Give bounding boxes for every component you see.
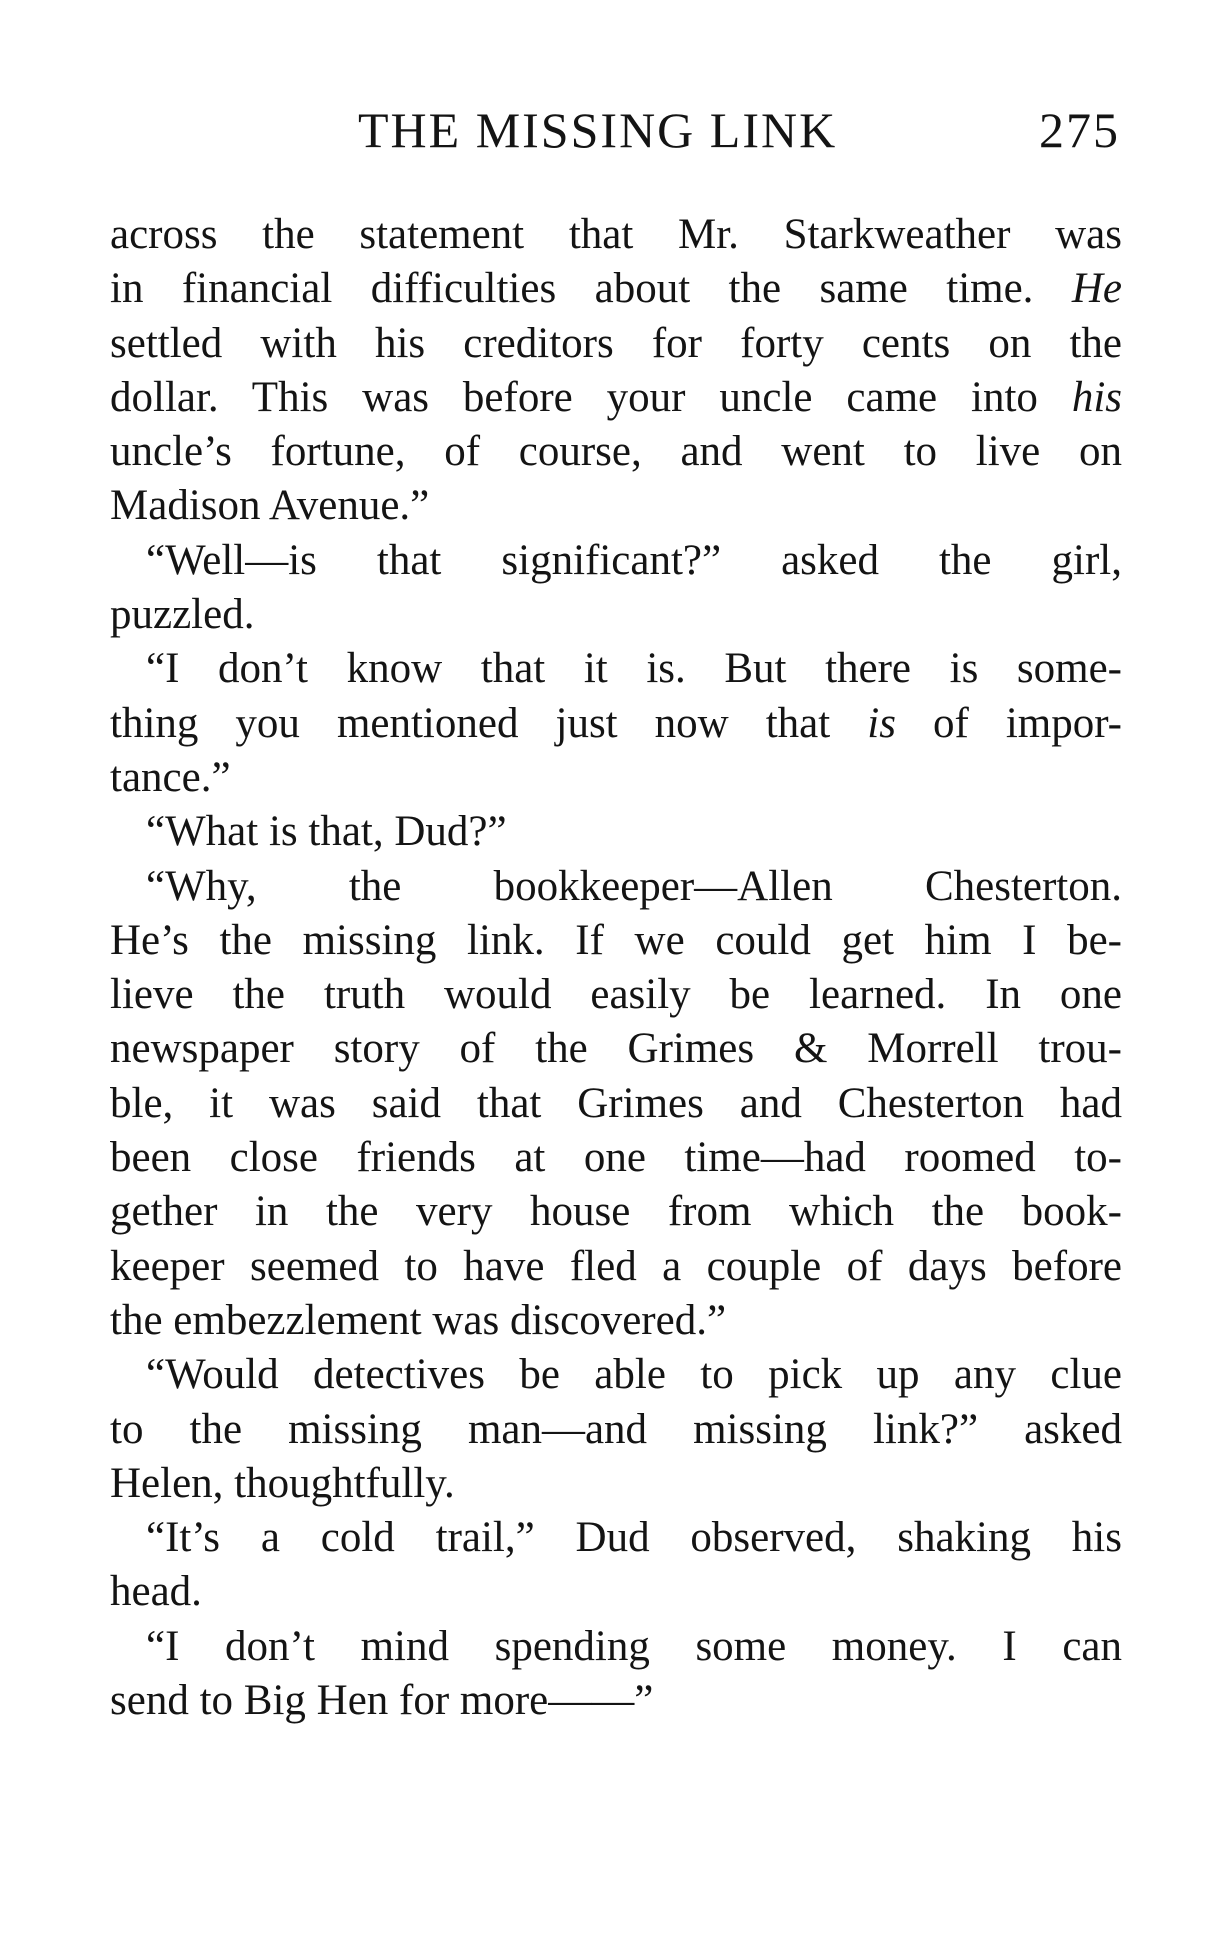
text-line: puzzled.: [110, 591, 255, 639]
text-line: gether in the very house from which the book-: [110, 1188, 1122, 1236]
text-line: “Would detectives be able to pick up any clue: [146, 1351, 1122, 1399]
text-line: send to Big Hen for more——”: [110, 1677, 654, 1725]
running-head: [110, 100, 1120, 160]
text-line: keeper seemed to have fled a couple of days before: [110, 1242, 1122, 1290]
text-line: “What is that, Dud?”: [146, 808, 507, 856]
text-line: Helen, thoughtfully.: [110, 1459, 455, 1507]
text-line: in financial difficulties about the same time. He: [110, 265, 1122, 313]
text-line: “It’s a cold trail,” Dud observed, shaking his: [146, 1514, 1122, 1562]
running-title: THE MISSING LINK: [358, 102, 838, 158]
page-number: 275: [1039, 102, 1120, 158]
text-line: across the statement that Mr. Starkweather was: [110, 211, 1122, 258]
text-line: the embezzlement was discovered.”: [110, 1296, 727, 1344]
text-line: “Well—is that significant?” asked the girl,: [146, 536, 1122, 584]
body-text: [110, 208, 1122, 1728]
text-line: newspaper story of the Grimes & Morrell trou-: [110, 1025, 1122, 1073]
text-line: to the missing man—and missing link?” asked: [110, 1405, 1122, 1453]
text-line: head.: [110, 1568, 202, 1616]
text-line: thing you mentioned just now that is of impor-: [110, 699, 1122, 747]
text-line: been close friends at one time—had roomed to-: [110, 1134, 1122, 1182]
text-line: “Why, the bookkeeper—Allen Chesterton.: [146, 862, 1122, 910]
text-line: ble, it was said that Grimes and Chesterton had: [110, 1079, 1122, 1127]
text-line: Madison Avenue.”: [110, 482, 430, 530]
text-line: uncle’s fortune, of course, and went to live on: [110, 428, 1122, 476]
text-line: He’s the missing link. If we could get him I be-: [110, 916, 1122, 964]
text-line: tance.”: [110, 753, 231, 801]
text-line: lieve the truth would easily be learned. In one: [110, 971, 1122, 1019]
text-line: dollar. This was before your uncle came into his: [110, 373, 1122, 421]
text-line: “I don’t mind spending some money. I can: [146, 1622, 1122, 1670]
text-line: settled with his creditors for forty cents on the: [110, 319, 1122, 367]
text-line: “I don’t know that it is. But there is some-: [146, 645, 1122, 693]
